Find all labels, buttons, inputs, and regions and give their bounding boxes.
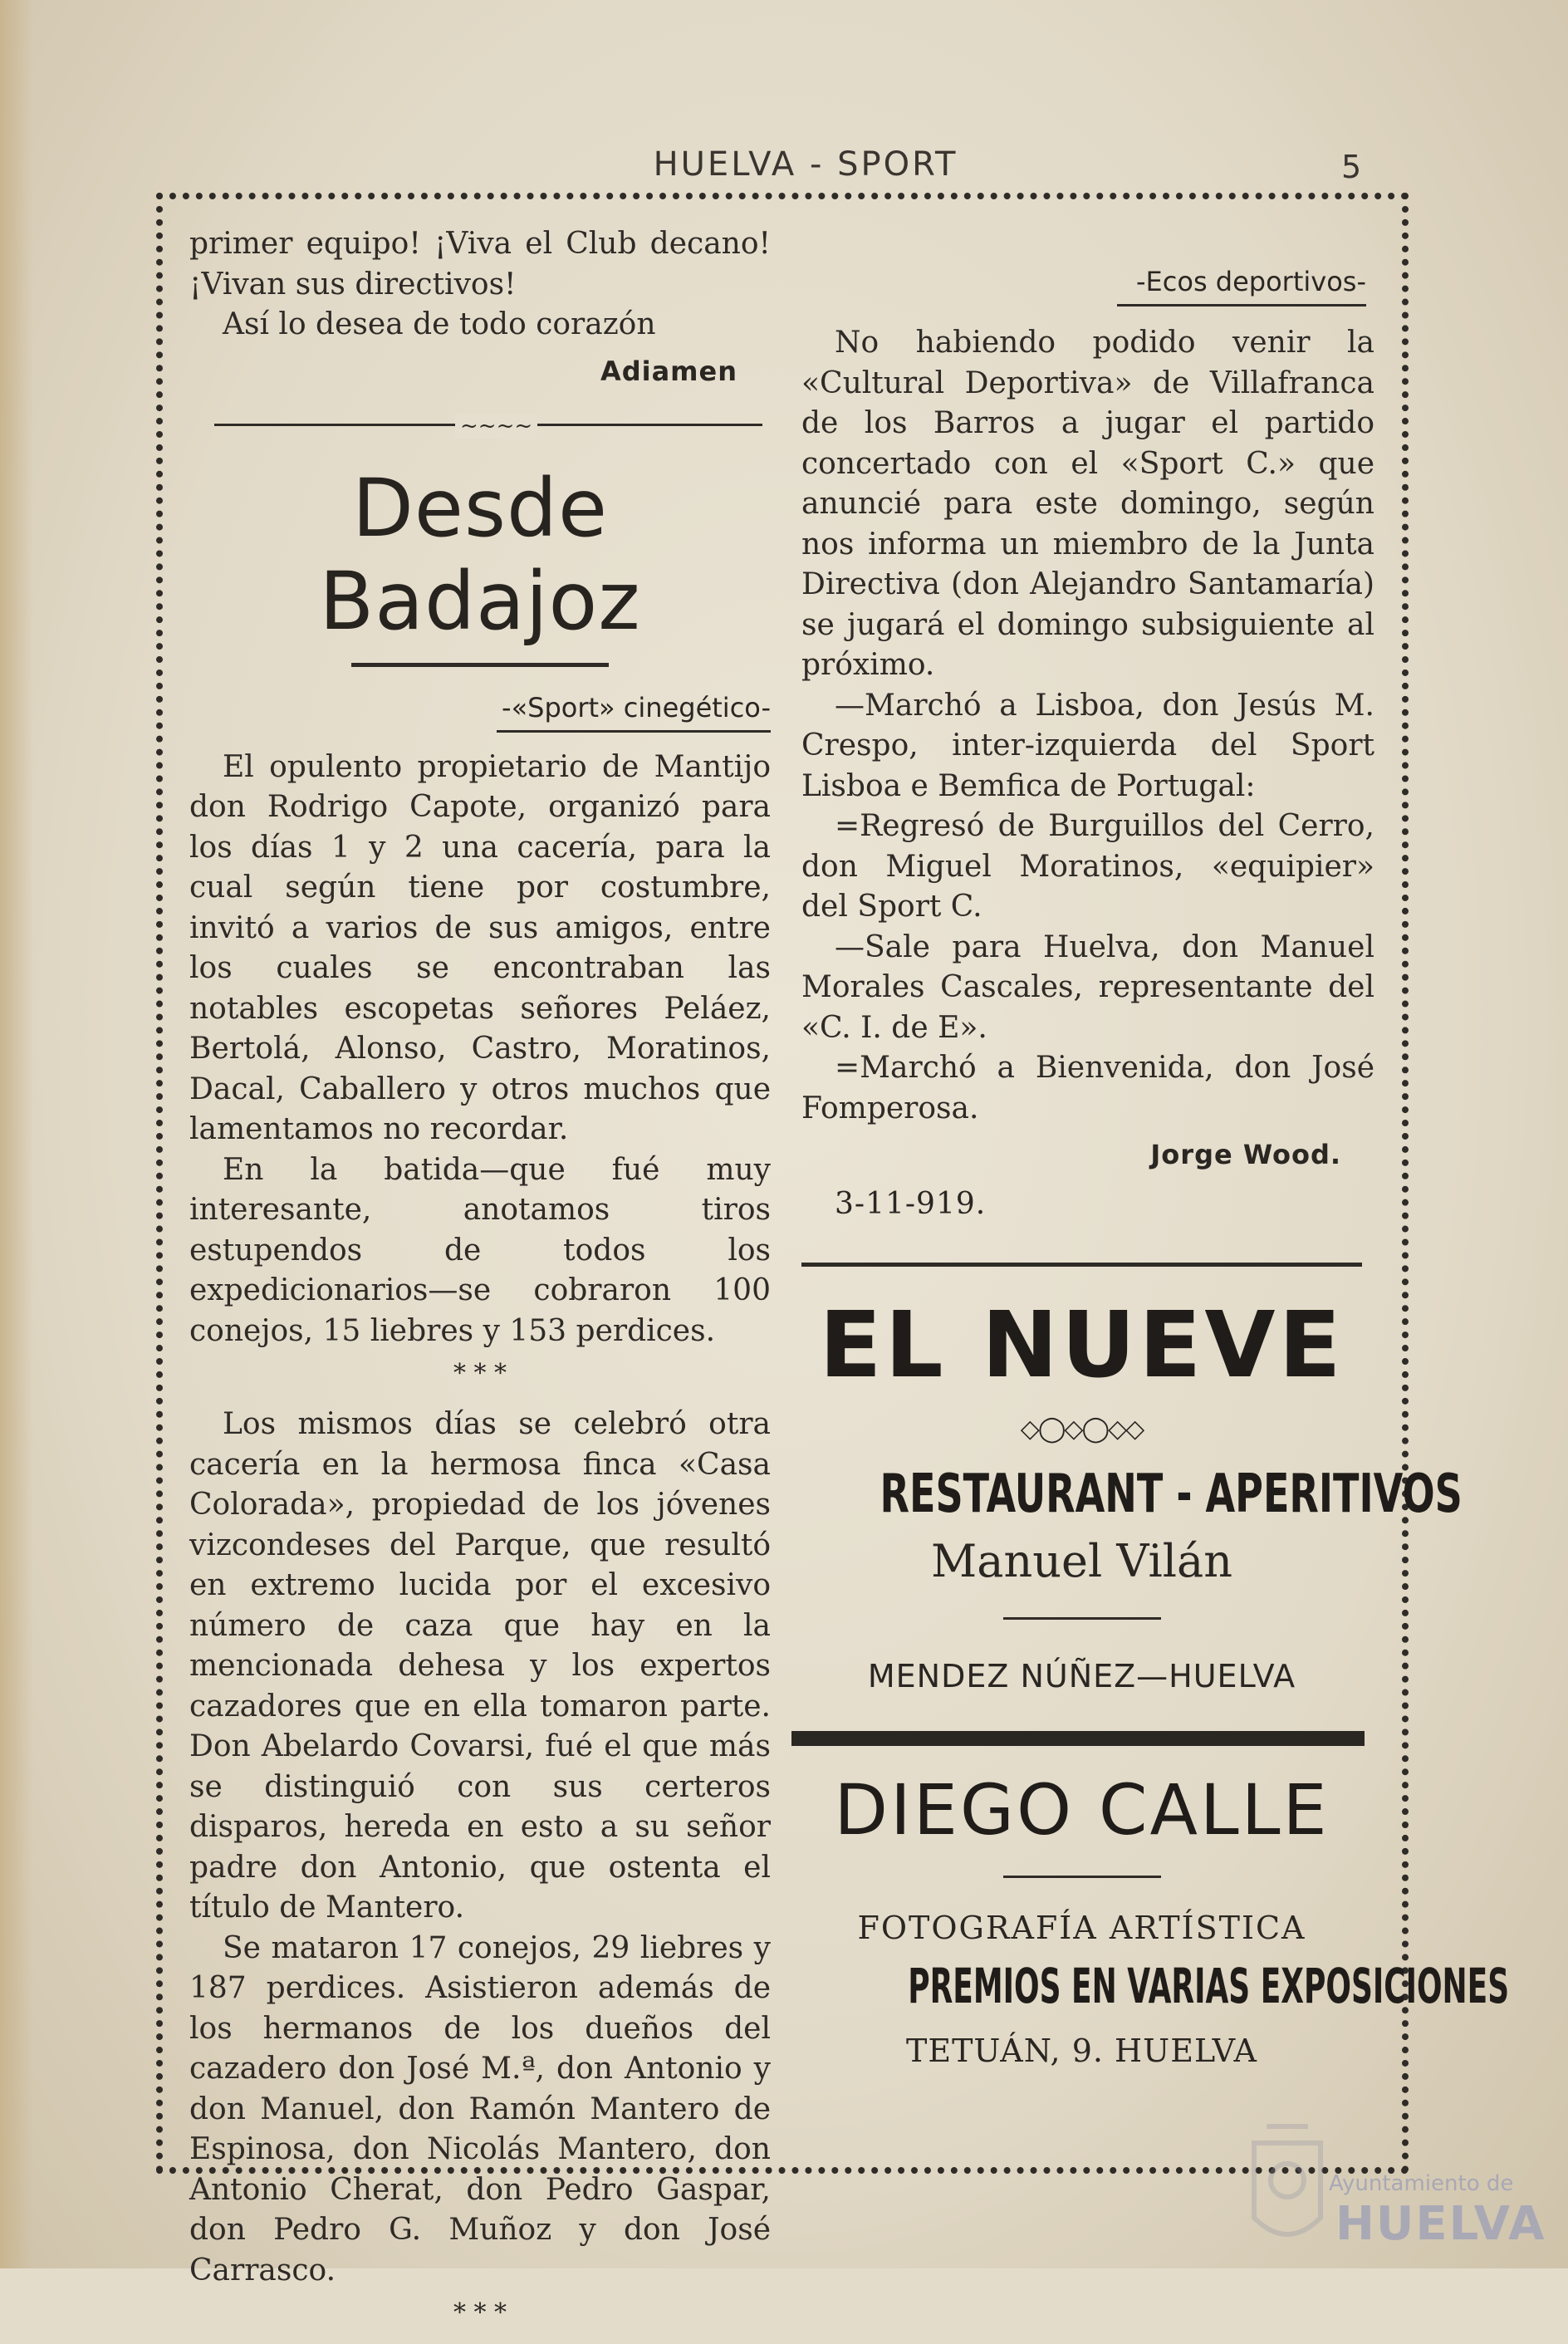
ad-address: TETUÁN, 9. HUELVA — [906, 2033, 1257, 2069]
ad-title: EL NUEVE — [819, 1292, 1345, 1398]
paragraph: =Marchó a Bienvenida, don José Fomperosa. — [801, 1051, 1374, 1125]
ad-address: MENDEZ NÚÑEZ—HUELVA — [867, 1658, 1296, 1694]
ad-divider — [1003, 1617, 1161, 1620]
ad-separator-bar — [791, 1731, 1365, 1746]
ad-title: DIEGO CALLE — [834, 1769, 1330, 1851]
ecos-signature: Jorge Wood. — [1150, 1139, 1341, 1170]
intro-signature: Adiamen — [600, 355, 737, 387]
paragraph: En la batida—que fué muy interesante, anotamos tiros estupendos de todos los expedicionarios—se cobraron 100 conejos, 15 liebres y 153 perdices. — [189, 1152, 771, 1348]
paragraph: Los mismos días se celebró otra cacería en la hermosa finca «Casa Colorada», propiedad de los jóvenes vizcondeses del Parque, que resultó en extremo lucida por el excesivo número de caza que hay en la mencionada dehesa y los expertos cazadores que en ella tomaron parte. Don Abelardo Covarsi, fué el que más se distinguió con sus certeros disparos, hereda en esto a su señor padre don Antonio, que ostenta el título de Mantero. — [189, 1407, 771, 1925]
ad-owner: Manuel Vilán — [931, 1535, 1232, 1587]
paragraph: —Sale para Huelva, don Manuel Morales Cascales, representante del «C. I. de E». — [801, 929, 1374, 1045]
header-title: HUELVA - SPORT — [653, 145, 958, 184]
paragraph: Se mataron 17 conejos, 29 liebres y 187 perdices. Asistieron además de los hermanos de los dueños del cazadero don José M.ª, don Antonio y don Manuel, don Ramón Mantero de Espinosa, don Nicolás Mantero, don Antonio Cherat, don Pedro Gaspar, don Pedro G. Muñoz y don José Carrasco. — [189, 1930, 771, 2288]
watermark-bottom: HUELVA — [1335, 2197, 1546, 2251]
paragraph: =Regresó de Burguillos del Cerro, don Miguel Moratinos, «equipier» del Sport C. — [801, 809, 1374, 924]
paragraph: El opulento propietario de Mantijo don Rodrigo Capote, organizó para los días 1 y 2 una cacería, para la cual según tiene por costumbre, invitó a varios de sus amigos, entre los cuales se encontraban las notables escopetas señores Peláez, Bertolá, Alonso, Castro, Moratinos, Dacal, Caballero y otros muchos que lamentamos no recordar. — [189, 749, 771, 1146]
ad-el-nueve — [801, 1292, 1463, 1694]
ad-divider — [1003, 1876, 1161, 1878]
page-number: 5 — [1341, 149, 1362, 185]
intro-line-2: Así lo desea de todo corazón — [223, 307, 656, 341]
right-column — [801, 266, 1510, 2069]
watermark-top: Ayuntamiento de — [1329, 2171, 1514, 2196]
article-title: Desde Badajoz — [319, 461, 641, 648]
ad-line2: PREMIOS EN VARIAS EXPOSICIONES — [908, 1958, 1510, 2014]
page-header — [0, 145, 1568, 195]
ad-top-rule — [801, 1263, 1362, 1267]
intro-line-1: primer equipo! ¡Viva el Club decano! ¡Vivan sus directivos! — [189, 227, 771, 302]
rule-ornament: ~~~~ — [455, 414, 537, 439]
section-label-ecos: -Ecos deportivos- — [1117, 266, 1366, 306]
paragraph: No habiendo podido venir la «Cultural Deportiva» de Villafranca de los Barros a jugar el partido concertado con el «Sport C.» que anuncié para este domingo, según nos informa un miembro de la Junta Directiva (don Alejandro Santamaría) se jugará el domingo subsiguiente al próximo. — [801, 326, 1374, 682]
dateline: 3-11-919. — [835, 1187, 987, 1221]
paragraph: —Marchó a Lisboa, don Jesús M. Crespo, inter-izquierda del Sport Lisboa e Bemfica de Portugal: — [801, 688, 1374, 803]
left-column — [189, 224, 771, 2344]
ad-subtitle: RESTAURANT - APERITIVOS — [880, 1464, 1463, 1525]
asterism-end: * * * — [453, 2298, 507, 2327]
page-edge — [0, 0, 33, 2268]
ad-ornament: ◇◯◇◯◇◇ — [1020, 1415, 1144, 1444]
ad-line1: FOTOGRAFÍA ARTÍSTICA — [857, 1910, 1306, 1946]
ad-diego-calle — [801, 1769, 1510, 2069]
asterism: * * * — [453, 1359, 507, 1388]
title-underline — [351, 663, 609, 667]
ornamental-rule — [214, 412, 762, 437]
section-label: -«Sport» cinegético- — [497, 692, 771, 733]
